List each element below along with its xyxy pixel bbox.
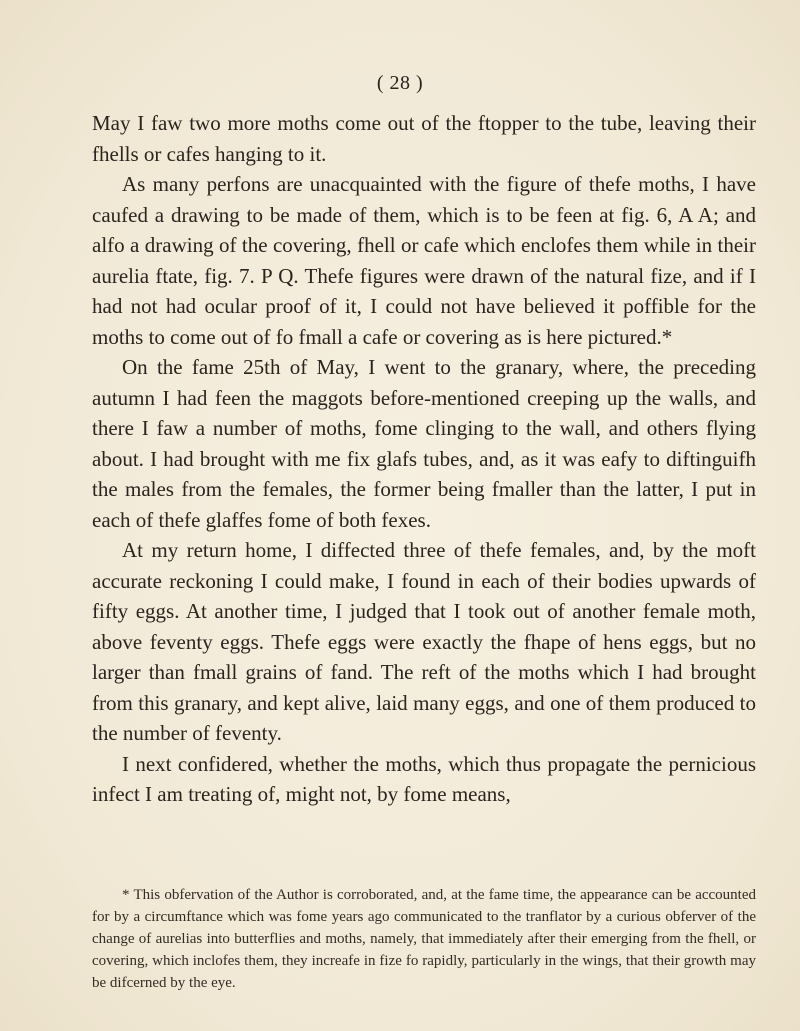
paragraph-1: May I faw two more moths come out of the ftopper to the tube, leaving their fhells or cafes hanging to it.: [92, 111, 756, 166]
paragraph-3: On the fame 25th of May, I went to the granary, where, the preceding autumn I had feen the maggots before-mentioned creeping up the walls, and there I faw a number of moths, fome clinging to the wall, and others flying about. I had brought with me fix glafs tubes, and, as it was eafy to diftinguifh the males from the females, the former being fmaller than the latter, I put in each of thefe glaffes fome of both fexes.: [92, 355, 756, 532]
footnote-text: * This obfervation of the Author is corroborated, and, at the fame time, the appearance can be accounted for by a circumftance which was fome years ago communicated to the tranflator by a curious obferver of the change of aurelias into butterflies and moths, namely, that immediately after their emerging from the fhell, or covering, which inclofes them, they increafe in fize fo rapidly, particularly in the wings, that their growth may be difcerned by the eye.: [92, 887, 756, 991]
body-text: [92, 108, 756, 810]
paragraph-4: At my return home, I diffected three of thefe females, and, by the moft accurate reckoning I could make, I found in each of their bodies upwards of fifty eggs. At another time, I judged that I took out of another female moth, above feventy eggs. Thefe eggs were exactly the fhape of hens eggs, but no larger than fmall grains of fand. The reft of the moths which I had brought from this granary, and kept alive, laid many eggs, and one of them produced to the number of feventy.: [92, 538, 756, 745]
paragraph-2: As many perfons are unacquainted with the figure of thefe moths, I have caufed a drawing to be made of them, which is to be feen at fig. 6, A A; and alfo a drawing of the covering, fhell or cafe which enclofes them while in their aurelia ftate, fig. 7. P Q. Thefe figures were drawn of the natural fize, and if I had not had ocular proof of it, I could not have believed it poffible for the moths to come out of fo fmall a cafe or covering as is here pictured.*: [92, 172, 756, 349]
footnote: [92, 884, 756, 994]
paragraph-5: I next confidered, whether the moths, which thus propagate the pernicious infect I am treating of, might not, by fome means,: [92, 751, 756, 806]
page-number-header: ( 28 ): [376, 72, 424, 94]
